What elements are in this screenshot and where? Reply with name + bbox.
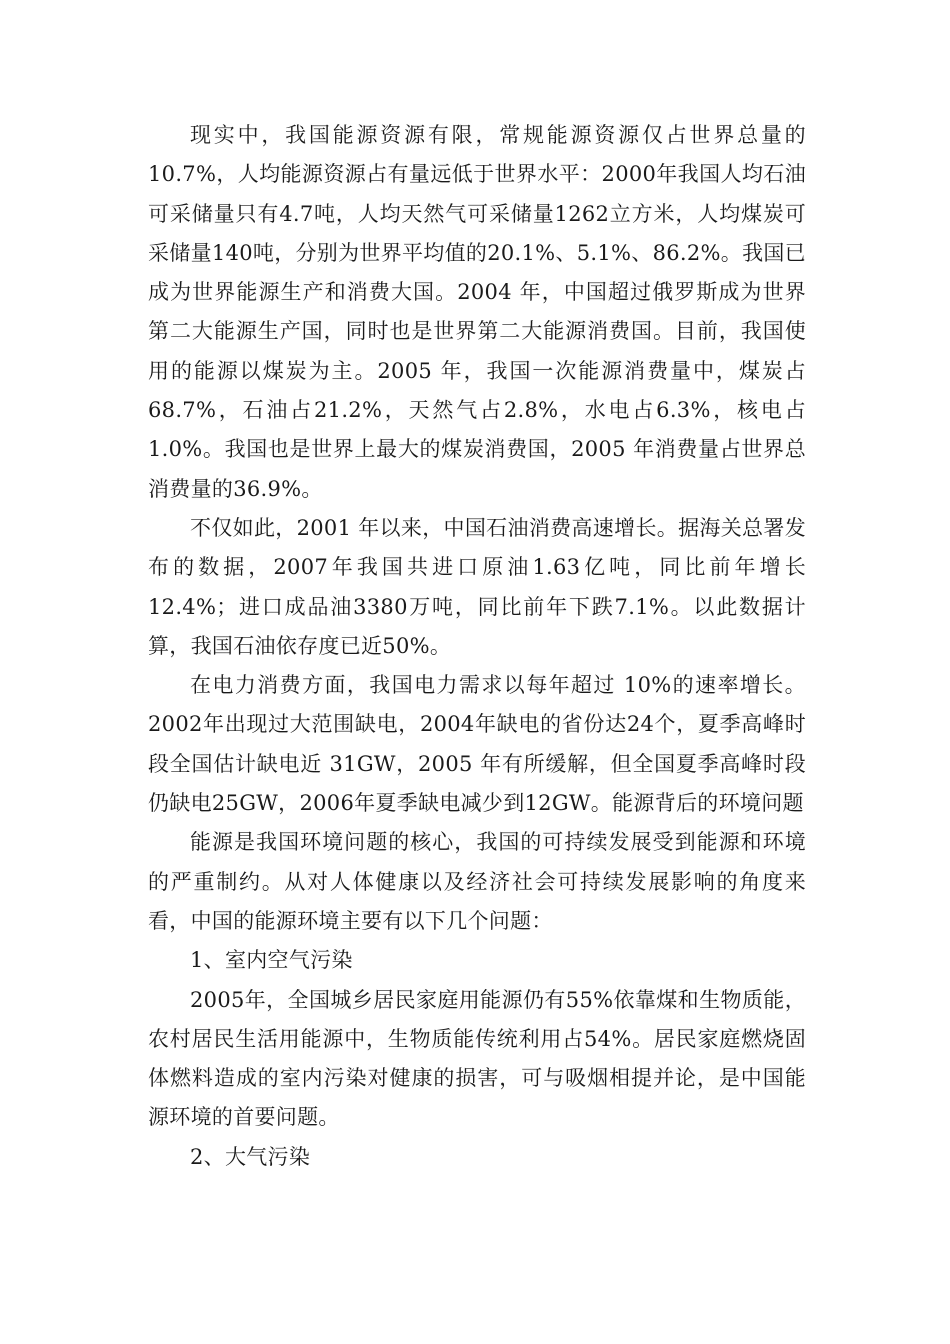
paragraph-oil-consumption: 不仅如此，2001 年以来，中国石油消费高速增长。据海关总署发布的数据，2007年我国共进口原油1.63亿吨，同比前年增长12.4%；进口成品油3380万吨，同比前年下跌7.1%。以此数据计算，我国石油依存度已近50%。 — [148, 515, 806, 658]
paragraph-electricity-consumption: 在电力消费方面，我国电力需求以每年超过 10%的速率增长。2002年出现过大范围缺电，2004年缺电的省份达24个，夏季高峰时段全国估计缺电近 31GW，2005 年有所缓解，但全国夏季高峰时段仍缺电25GW，2006年夏季缺电减少到12GW。能源背后的环境问题 — [148, 673, 806, 816]
heading-indoor-air-pollution: 1、室内空气污染 — [190, 948, 353, 973]
paragraph-energy-resources: 现实中，我国能源资源有限，常规能源资源仅占世界总量的10.7%，人均能源资源占有量远低于世界水平：2000年我国人均石油可采储量只有4.7吨，人均天然气可采储量1262立方米，人均煤炭可采储量140吨，分别为世界平均值的20.1%、5.1%、86.2%。我国已成为世界能源生产和消费大国。2004 年，中国超过俄罗斯成为世界第二大能源生产国，同时也是世界第二大能源消费国。目前，我国使用的能源以煤炭为主。2005 年，我国一次能源消费量中，煤炭占68.7%，石油占21.2%，天然气占2.8%，水电占6.3%，核电占1.0%。我国也是世界上最大的煤炭消费国，2005 年消费量占世界总消费量的36.9%。 — [148, 123, 806, 501]
paragraph-environment-core: 能源是我国环境问题的核心，我国的可持续发展受到能源和环境的严重制约。从对人体健康以及经济社会可持续发展影响的角度来看，中国的能源环境主要有以下几个问题： — [148, 830, 806, 933]
heading-air-pollution: 2、大气污染 — [190, 1144, 311, 1169]
document-body — [148, 116, 806, 1177]
paragraph-household-energy: 2005年，全国城乡居民家庭用能源仍有55%依靠煤和生物质能，农村居民生活用能源中，生物质能传统利用占54%。居民家庭燃烧固体燃料造成的室内污染对健康的损害，可与吸烟相提并论，是中国能源环境的首要问题。 — [148, 987, 806, 1130]
